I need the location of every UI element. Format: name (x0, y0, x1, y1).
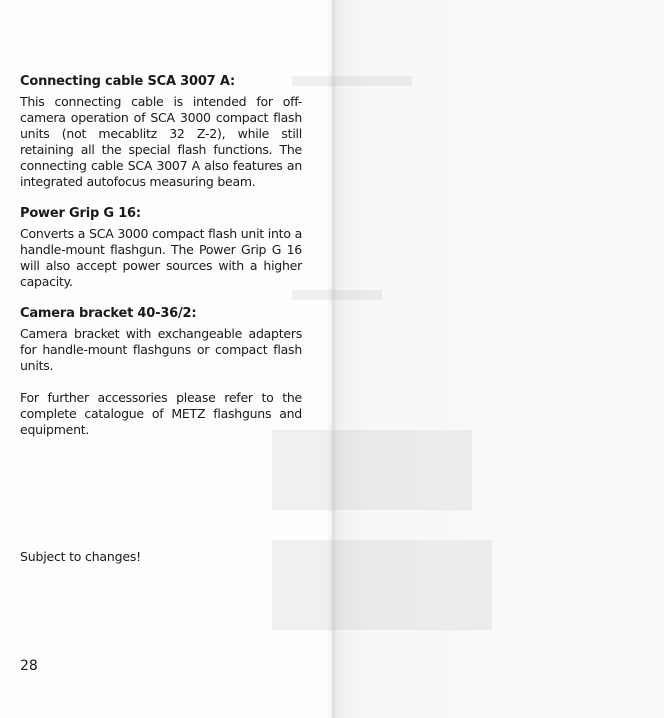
section-further-accessories (20, 390, 302, 438)
section-heading: Power Grip G 16: (20, 206, 141, 221)
section-body: This connecting cable is intended for off-camera operation of SCA 3000 compact flash units (not mecablitz 32 Z-2), while still retaining all the special flash functions. The connecting cable SCA 3007 A also features an integrated autofocus measuring beam. (20, 94, 302, 189)
accessories-content (20, 74, 302, 454)
bleed-through-block (272, 540, 492, 630)
right-page-blank (332, 0, 664, 718)
section-body: Converts a SCA 3000 compact flash unit into a handle-mount flashgun. The Power Grip G 16 will also accept power sources with a higher capacity. (20, 226, 302, 289)
section-heading: Connecting cable SCA 3007 A: (20, 74, 235, 89)
subject-to-changes-note: Subject to changes! (20, 549, 141, 564)
section-power-grip (20, 206, 302, 290)
bleed-through-block (292, 76, 412, 86)
section-body: Camera bracket with exchangeable adapters for handle-mount flashguns or compact flash units. (20, 326, 302, 373)
section-camera-bracket (20, 306, 302, 374)
section-connecting-cable (20, 74, 302, 190)
accessories-note: For further accessories please refer to the complete catalogue of METZ flashguns and equipment. (20, 390, 302, 437)
bleed-through-block (292, 290, 382, 300)
book-gutter (326, 0, 336, 718)
page-number: 28 (20, 658, 38, 674)
section-heading: Camera bracket 40-36/2: (20, 306, 197, 321)
bleed-through-block (272, 430, 472, 510)
